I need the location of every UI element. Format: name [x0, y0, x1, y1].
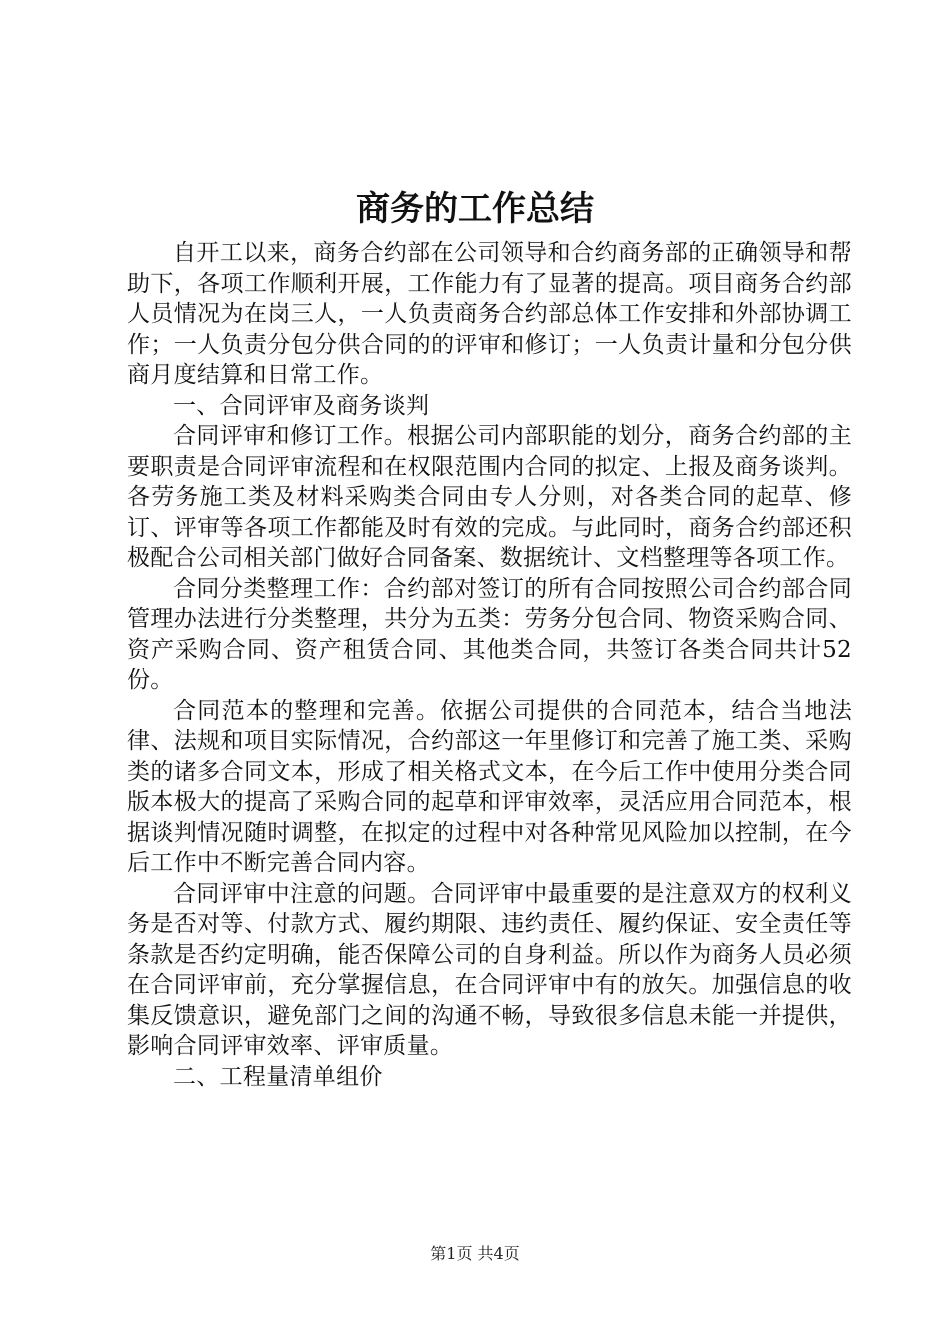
paragraph-contract-classification: 合同分类整理工作：合约部对签订的所有合同按照公司合约部合同管理办法进行分类整理，共分为五类：劳务分包合同、物资采购合同、资产采购合同、资产租赁合同、其他类合同，共签订各类合同共计52份。 [127, 575, 852, 693]
paragraph-contract-review: 合同评审和修订工作。根据公司内部职能的划分，商务合约部的主要职责是合同评审流程和在权限范围内合同的拟定、上报及商务谈判。各劳务施工类及材料采购类合同由专人分则，对各类合同的起草、修订、评审等各项工作都能及时有效的完成。与此同时，商务合约部还积极配合公司相关部门做好合同备案、数据统计、文档整理等各项工作。 [127, 423, 852, 571]
section-heading-bill-of-quantities: 二、工程量清单组价 [173, 1063, 383, 1090]
document-title: 商务的工作总结 [356, 189, 594, 229]
paragraph-intro: 自开工以来，商务合约部在公司领导和合约商务部的正确领导和帮助下，各项工作顺利开展，工作能力有了显著的提高。项目商务合约部人员情况为在岗三人，一人负责商务合约部总体工作安排和外部协调工作；一人负责分包分供合同的的评审和修订；一人负责计量和分包分供商月度结算和日常工作。 [127, 240, 852, 388]
document-body [127, 238, 852, 1092]
section-heading-contract-review: 一、合同评审及商务谈判 [173, 392, 430, 419]
page-footer: 第1页 共4页 [430, 1244, 520, 1263]
paragraph-review-issues: 合同评审中注意的问题。合同评审中最重要的是注意双方的权利义务是否对等、付款方式、履约期限、违约责任、履约保证、安全责任等条款是否约定明确，能否保障公司的自身利益。所以作为商务人员必须在合同评审前，充分掌握信息，在合同评审中有的放矢。加强信息的收集反馈意识，避免部门之间的沟通不畅，导致很多信息未能一并提供，影响合同评审效率、评审质量。 [127, 880, 852, 1059]
paragraph-contract-templates: 合同范本的整理和完善。依据公司提供的合同范本，结合当地法律、法规和项目实际情况，合约部这一年里修订和完善了施工类、采购类的诸多合同文本，形成了相关格式文本，在今后工作中使用分类合同版本极大的提高了采购合同的起草和评审效率，灵活应用合同范本，根据谈判情况随时调整，在拟定的过程中对各种常见风险加以控制，在今后工作中不断完善合同内容。 [127, 697, 852, 876]
